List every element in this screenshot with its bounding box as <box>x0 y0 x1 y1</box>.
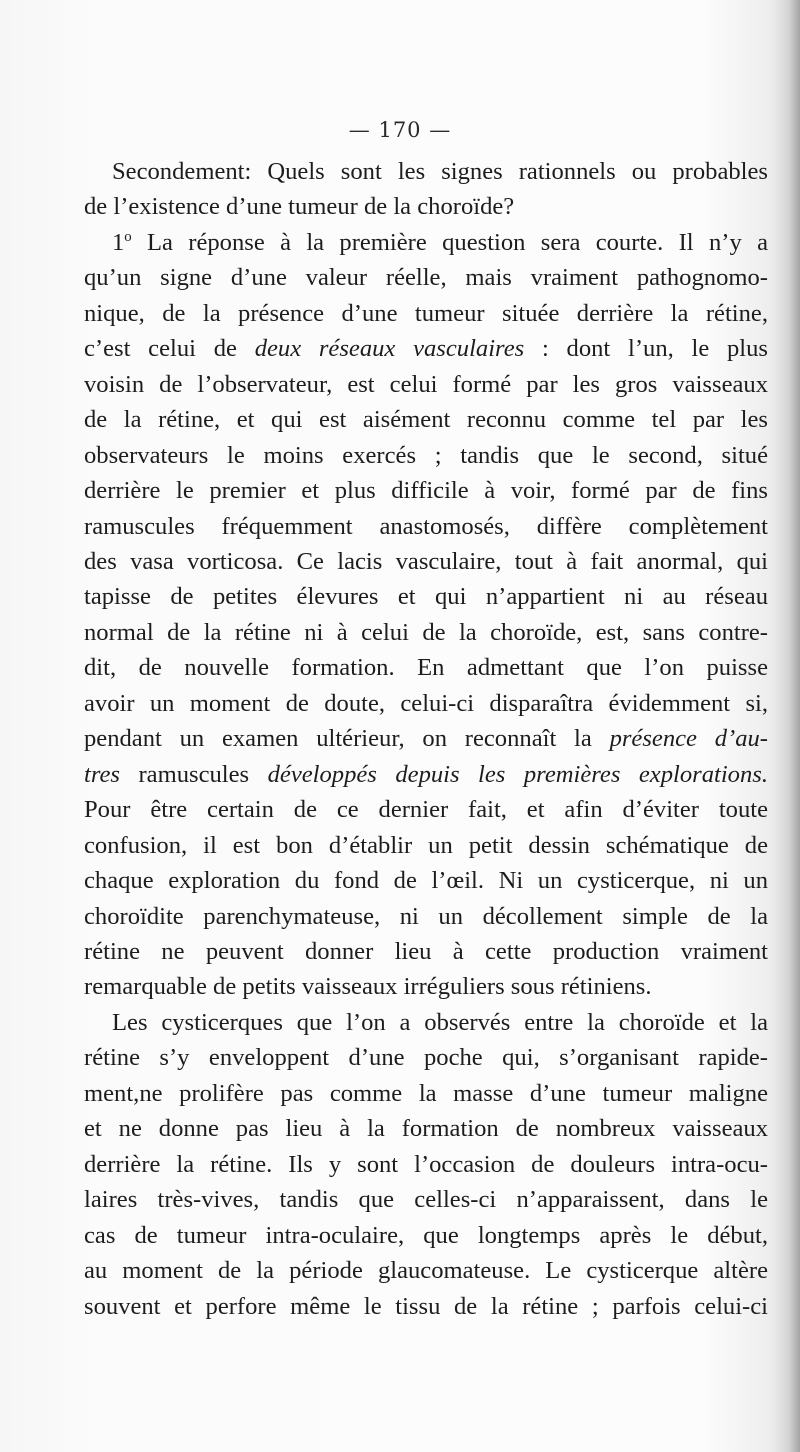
p2-line-11: tapisse de petites élevures et qui n’appartient ni au réseau <box>84 583 768 611</box>
p2-line-21: rétine ne peuvent donner lieu à cette production vraiment <box>84 937 768 965</box>
p2-line-15-italic: présence d’au- <box>609 725 768 753</box>
page-number: — 170 — <box>348 118 452 142</box>
p2-line-4-a: c’est celui de <box>84 335 255 363</box>
p2-line-2: qu’un signe d’une valeur réelle, mais vraiment pathognomo- <box>84 264 768 292</box>
p2-line-4-italic: deux réseaux vasculaires <box>254 335 525 363</box>
p2-line-1-text: La réponse à la première question sera courte. Il n’y a <box>131 228 768 256</box>
p1-line-1: Secondement: Quels sont les signes rationnels ou probables <box>112 158 768 185</box>
p3-line-2: rétine s’y enveloppent d’une poche qui, s’organisant rapide- <box>84 1044 768 1072</box>
p2-line-9: ramuscules fréquemment anastomosés, diffère complètement <box>84 512 768 540</box>
p3-line-9: souvent et perfore même le tissu de la rétine ; parfois celui-ci <box>84 1292 768 1320</box>
p2-line-4-b: : dont l’un, le plus <box>524 335 769 363</box>
p2-line-19: chaque exploration du fond de l’œil. Ni un cysticerque, ni un <box>84 867 768 895</box>
p2-line-6: de la rétine, et qui est aisément reconnu comme tel par les <box>84 406 768 434</box>
p2-line-14: avoir un moment de doute, celui-ci disparaîtra évidemment si, <box>84 689 768 717</box>
p2-line-12: normal de la rétine ni à celui de la choroïde, est, sans contre- <box>84 618 768 646</box>
p2-line-8: derrière le premier et plus difficile à voir, formé par de fins <box>84 477 768 505</box>
p3-line-6: laires très-vives, tandis que celles-ci n’apparaissent, dans le <box>84 1186 768 1214</box>
page-edge-shadow <box>774 0 800 1452</box>
p3-line-8: au moment de la période glaucomateuse. Le cysticerque altère <box>84 1257 768 1285</box>
p2-line-18: confusion, il est bon d’établir un petit dessin schématique de <box>84 831 768 859</box>
p2-line-20: choroïdite parenchymateuse, ni un décollement simple de la <box>84 902 768 930</box>
p2-line-10: des vasa vorticosa. Ce lacis vasculaire, tout à fait anormal, qui <box>84 547 768 575</box>
p3-line-7: cas de tumeur intra-oculaire, que longtemps après le début, <box>84 1221 768 1249</box>
p2-line-15 <box>84 721 768 756</box>
body-text <box>84 154 768 1324</box>
p2-line-22: remarquable de petits vaisseaux irréguliers sous rétiniens. <box>84 973 652 1001</box>
p2-line-17: Pour être certain de ce dernier fait, et afin d’éviter toute <box>84 796 768 824</box>
p1-line-2: de l’existence d’une tumeur de la choroïde? <box>84 193 515 221</box>
p2-line-15-a: pendant un examen ultérieur, on reconnaît la <box>84 725 610 753</box>
p2-line-16-mid: ramuscules <box>119 760 268 788</box>
p2-line-1 <box>84 225 768 260</box>
p3-line-1: Les cysticerques que l’on a observés entre la choroïde et la <box>112 1008 768 1036</box>
p2-line-5: voisin de l’observateur, est celui formé par les gros vaisseaux <box>84 370 768 398</box>
p2-line-7: observateurs le moins exercés ; tandis que le second, situé <box>84 441 768 469</box>
p3-line-5: derrière la rétine. Ils y sont l’occasion de douleurs intra-ocu- <box>84 1150 768 1178</box>
p2-line-4 <box>84 331 768 366</box>
p2-line-3: nique, de la présence d’une tumeur située derrière la rétine, <box>84 299 768 327</box>
p2-line-16-italic-1: tres <box>84 760 120 788</box>
p3-line-3: ment,ne prolifère pas comme la masse d’une tumeur maligne <box>84 1079 768 1107</box>
p2-line-13: dit, de nouvelle formation. En admettant que l’on puisse <box>84 654 768 682</box>
p3-line-4: et ne donne pas lieu à la formation de nombreux vaisseaux <box>84 1115 768 1143</box>
p2-line-16 <box>84 757 768 792</box>
p2-line-16-italic-2: développés depuis les premières explorations. <box>267 760 768 788</box>
list-marker-superscript: o <box>124 228 132 245</box>
list-marker-number: 1 <box>112 228 125 256</box>
